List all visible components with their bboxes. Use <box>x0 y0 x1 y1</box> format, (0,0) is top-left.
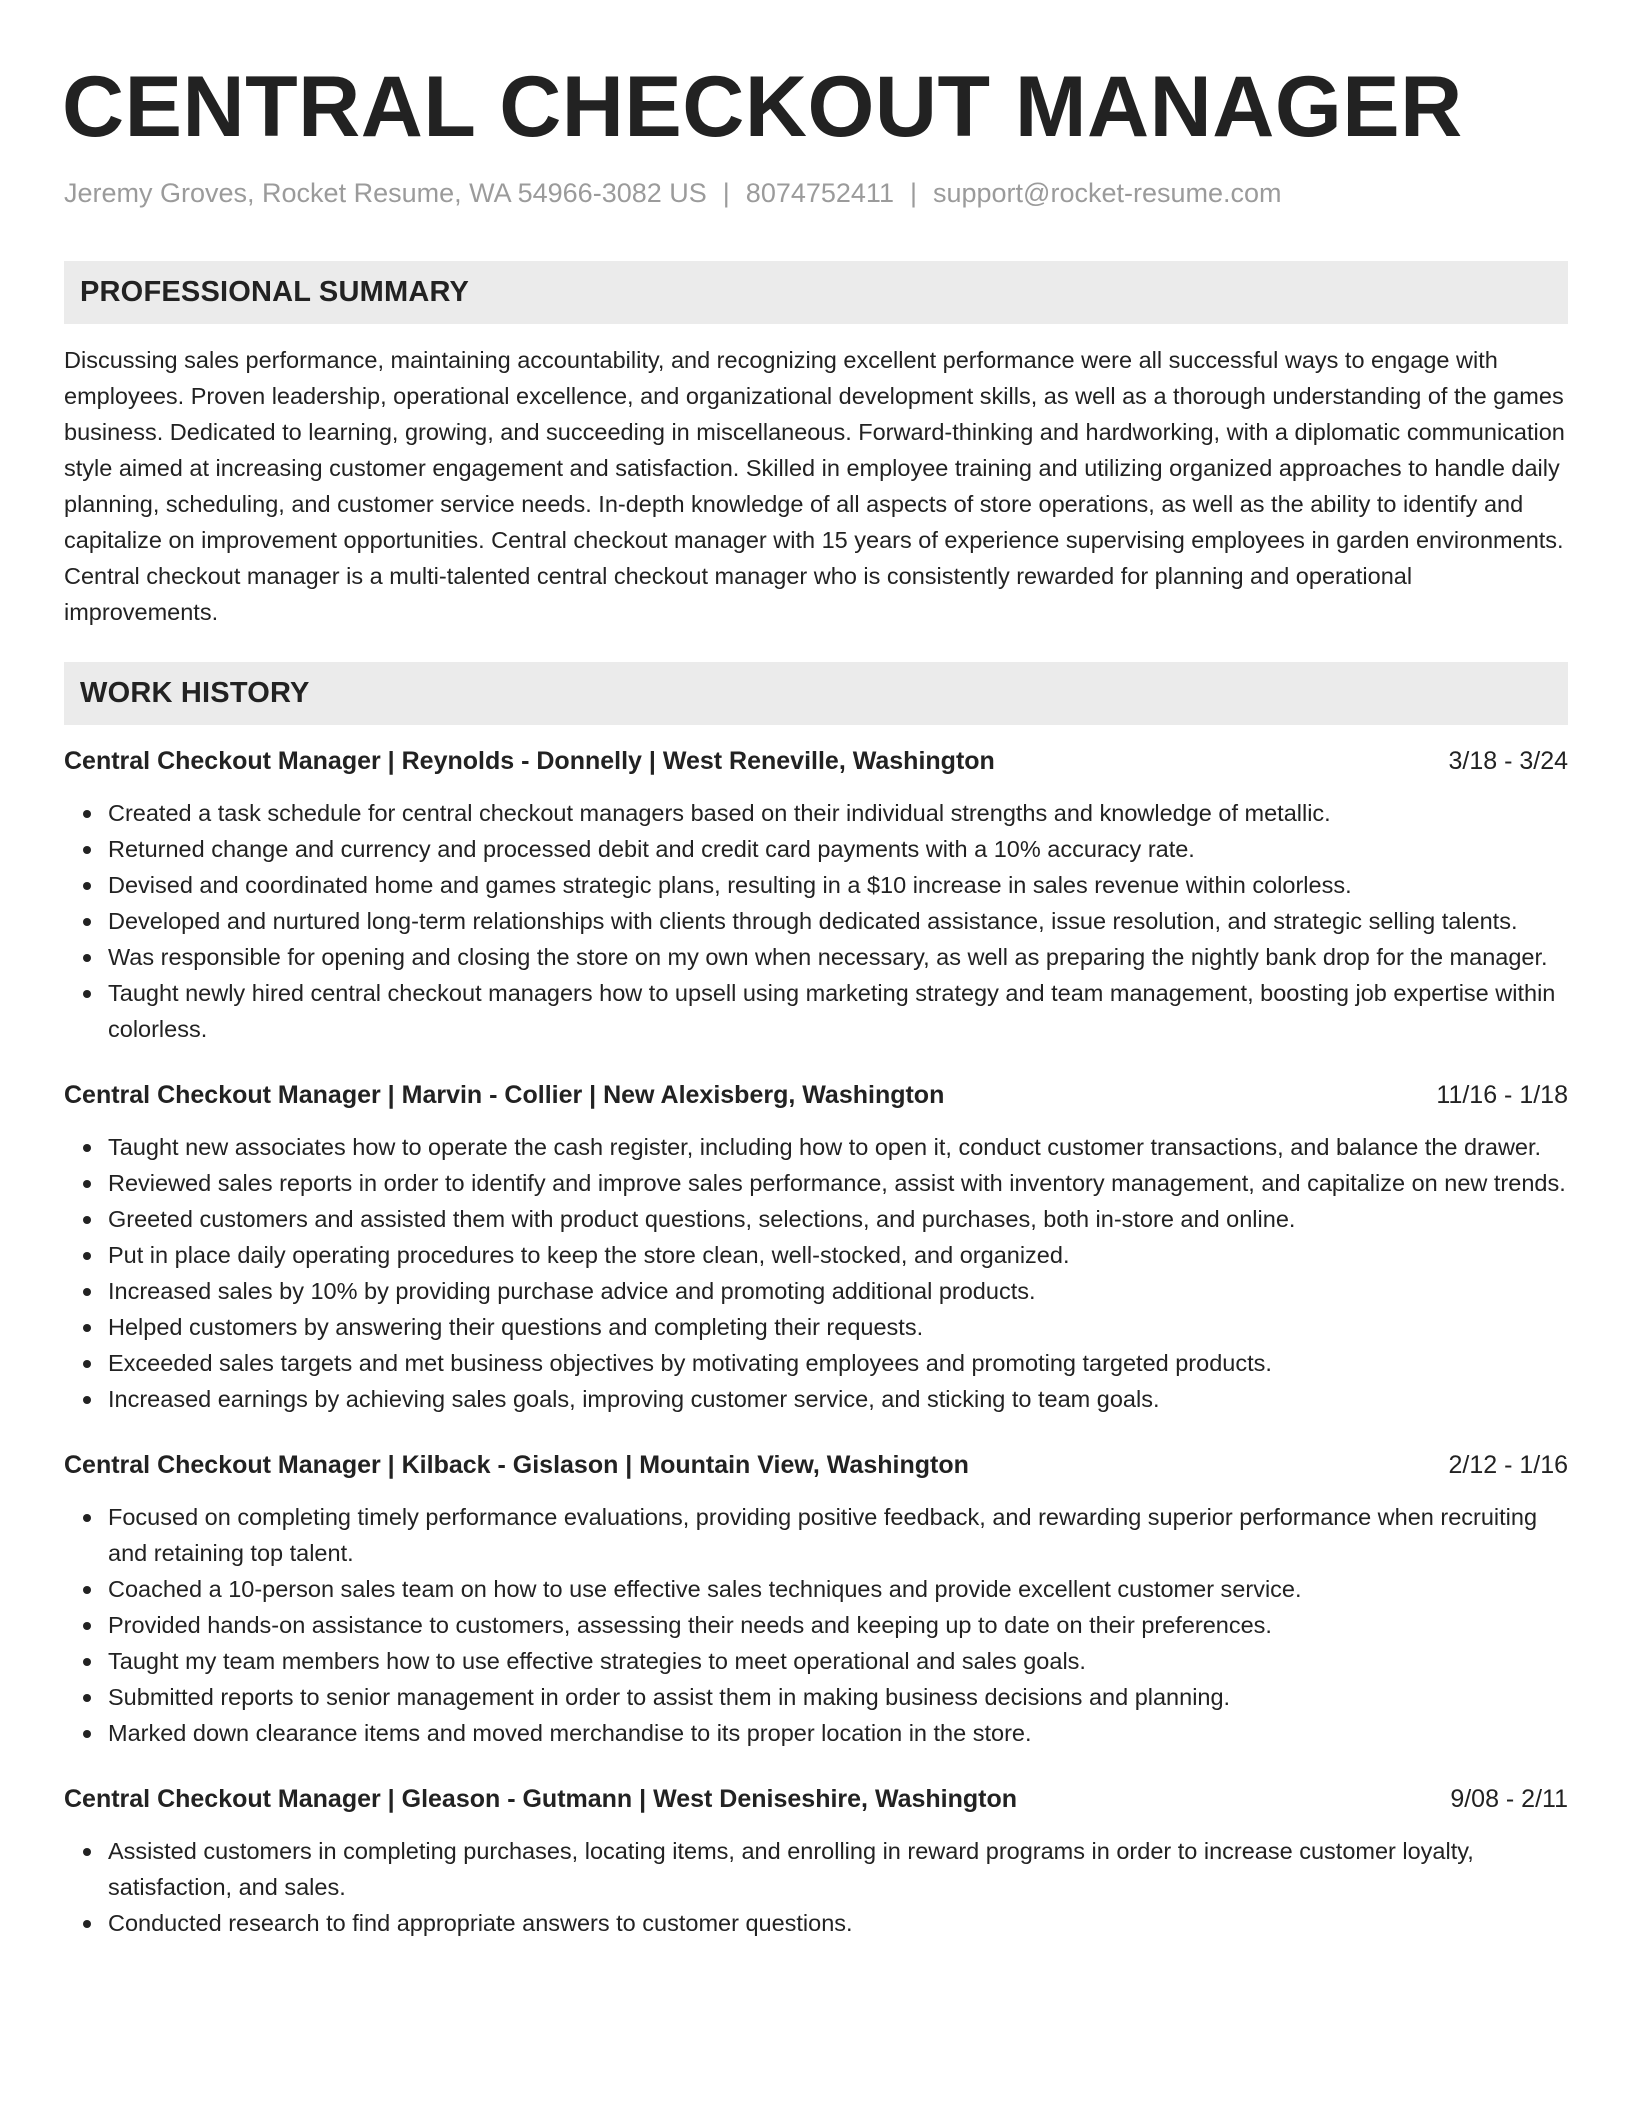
job-title: Central Checkout Manager | Marvin - Collier | New Alexisberg, Washington <box>64 1081 945 1110</box>
resume-title: CENTRAL CHECKOUT MANAGER <box>62 59 1463 155</box>
job-header <box>64 1447 1568 1483</box>
job-bullet: Taught newly hired central checkout managers how to upsell using marketing strategy and team management, boosting job expertise within colorless. <box>108 975 1568 1047</box>
contact-separator: | <box>722 178 730 208</box>
job-bullet: Created a task schedule for central checkout managers based on their individual strengths and knowledge of metallic. <box>108 795 1568 831</box>
job-bullet: Taught new associates how to operate the cash register, including how to open it, conduct customer transactions, and balance the drawer. <box>108 1129 1568 1165</box>
job-bullet: Coached a 10-person sales team on how to use effective sales techniques and provide excellent customer service. <box>108 1571 1568 1607</box>
job-bullet: Increased earnings by achieving sales goals, improving customer service, and sticking to team goals. <box>108 1381 1568 1417</box>
summary-section-header: PROFESSIONAL SUMMARY <box>64 261 1568 324</box>
job-title: Central Checkout Manager | Reynolds - Donnelly | West Reneville, Washington <box>64 747 995 776</box>
job-bullet: Devised and coordinated home and games strategic plans, resulting in a $10 increase in sales revenue within colorless. <box>108 867 1568 903</box>
job-bullet: Helped customers by answering their questions and completing their requests. <box>108 1309 1568 1345</box>
summary-text: Discussing sales performance, maintaining accountability, and recognizing excellent performance were all successful ways to engage with employees. Proven leadership, operational excellence, and organizational development skills, as well as a thorough understanding of the games business. Dedicated to learning, growing, and succeeding in miscellaneous. Forward-thinking and hardworking, with a diplomatic communication style aimed at increasing customer engagement and satisfaction. Skilled in employee training and utilizing organized approaches to handle daily planning, scheduling, and customer service needs. In-depth knowledge of all aspects of store operations, as well as the ability to identify and capitalize on improvement opportunities. Central checkout manager with 15 years of experience supervising employees in garden environments. Central checkout manager is a multi-talented central checkout manager who is consistently rewarded for planning and operational improvements. <box>64 347 1565 626</box>
job-bullet: Taught my team members how to use effective strategies to meet operational and sales goals. <box>108 1643 1568 1679</box>
job-bullet: Assisted customers in completing purchases, locating items, and enrolling in reward programs in order to increase customer loyalty, satisfaction, and sales. <box>108 1833 1568 1905</box>
job-bullet: Reviewed sales reports in order to identify and improve sales performance, assist with inventory management, and capitalize on new trends. <box>108 1165 1568 1201</box>
job-dates: 9/08 - 2/11 <box>1450 1785 1568 1814</box>
job-bullet: Increased sales by 10% by providing purchase advice and promoting additional products. <box>108 1273 1568 1309</box>
job-entry <box>64 1447 1568 1751</box>
job-bullet: Focused on completing timely performance evaluations, providing positive feedback, and rewarding superior performance when recruiting and retaining top talent. <box>108 1499 1568 1571</box>
job-header <box>64 743 1568 779</box>
job-title: Central Checkout Manager | Kilback - Gislason | Mountain View, Washington <box>64 1451 969 1480</box>
job-bullet: Was responsible for opening and closing the store on my own when necessary, as well as preparing the nightly bank drop for the manager. <box>108 939 1568 975</box>
job-entry <box>64 743 1568 1047</box>
contact-address: Jeremy Groves, Rocket Resume, WA 54966-3082 US <box>64 178 707 208</box>
work-history-section-header: WORK HISTORY <box>64 662 1568 725</box>
job-bullet: Put in place daily operating procedures to keep the store clean, well-stocked, and organized. <box>108 1237 1568 1273</box>
job-dates: 3/18 - 3/24 <box>1448 747 1568 776</box>
job-bullet: Exceeded sales targets and met business objectives by motivating employees and promoting targeted products. <box>108 1345 1568 1381</box>
job-entry <box>64 1781 1568 1941</box>
job-bullet: Conducted research to find appropriate answers to customer questions. <box>108 1905 1568 1941</box>
job-dates: 11/16 - 1/18 <box>1436 1081 1568 1110</box>
job-bullet-list <box>64 795 1568 1047</box>
job-header <box>64 1077 1568 1113</box>
job-dates: 2/12 - 1/16 <box>1448 1451 1568 1480</box>
contact-line <box>64 176 1568 211</box>
job-header <box>64 1781 1568 1817</box>
job-bullet-list <box>64 1833 1568 1941</box>
job-bullet: Returned change and currency and processed debit and credit card payments with a 10% accuracy rate. <box>108 831 1568 867</box>
job-bullet: Provided hands-on assistance to customers, assessing their needs and keeping up to date on their preferences. <box>108 1607 1568 1643</box>
job-bullet-list <box>64 1129 1568 1417</box>
contact-phone: 8074752411 <box>745 178 894 208</box>
job-bullet: Marked down clearance items and moved merchandise to its proper location in the store. <box>108 1715 1568 1751</box>
job-title: Central Checkout Manager | Gleason - Gutmann | West Deniseshire, Washington <box>64 1785 1018 1814</box>
contact-email: support@rocket-resume.com <box>932 178 1282 208</box>
job-bullet: Greeted customers and assisted them with product questions, selections, and purchases, both in-store and online. <box>108 1201 1568 1237</box>
job-bullet: Submitted reports to senior management in order to assist them in making business decisions and planning. <box>108 1679 1568 1715</box>
job-bullet: Developed and nurtured long-term relationships with clients through dedicated assistance, issue resolution, and strategic selling talents. <box>108 903 1568 939</box>
contact-separator: | <box>909 178 917 208</box>
job-entry <box>64 1077 1568 1417</box>
job-bullet-list <box>64 1499 1568 1751</box>
